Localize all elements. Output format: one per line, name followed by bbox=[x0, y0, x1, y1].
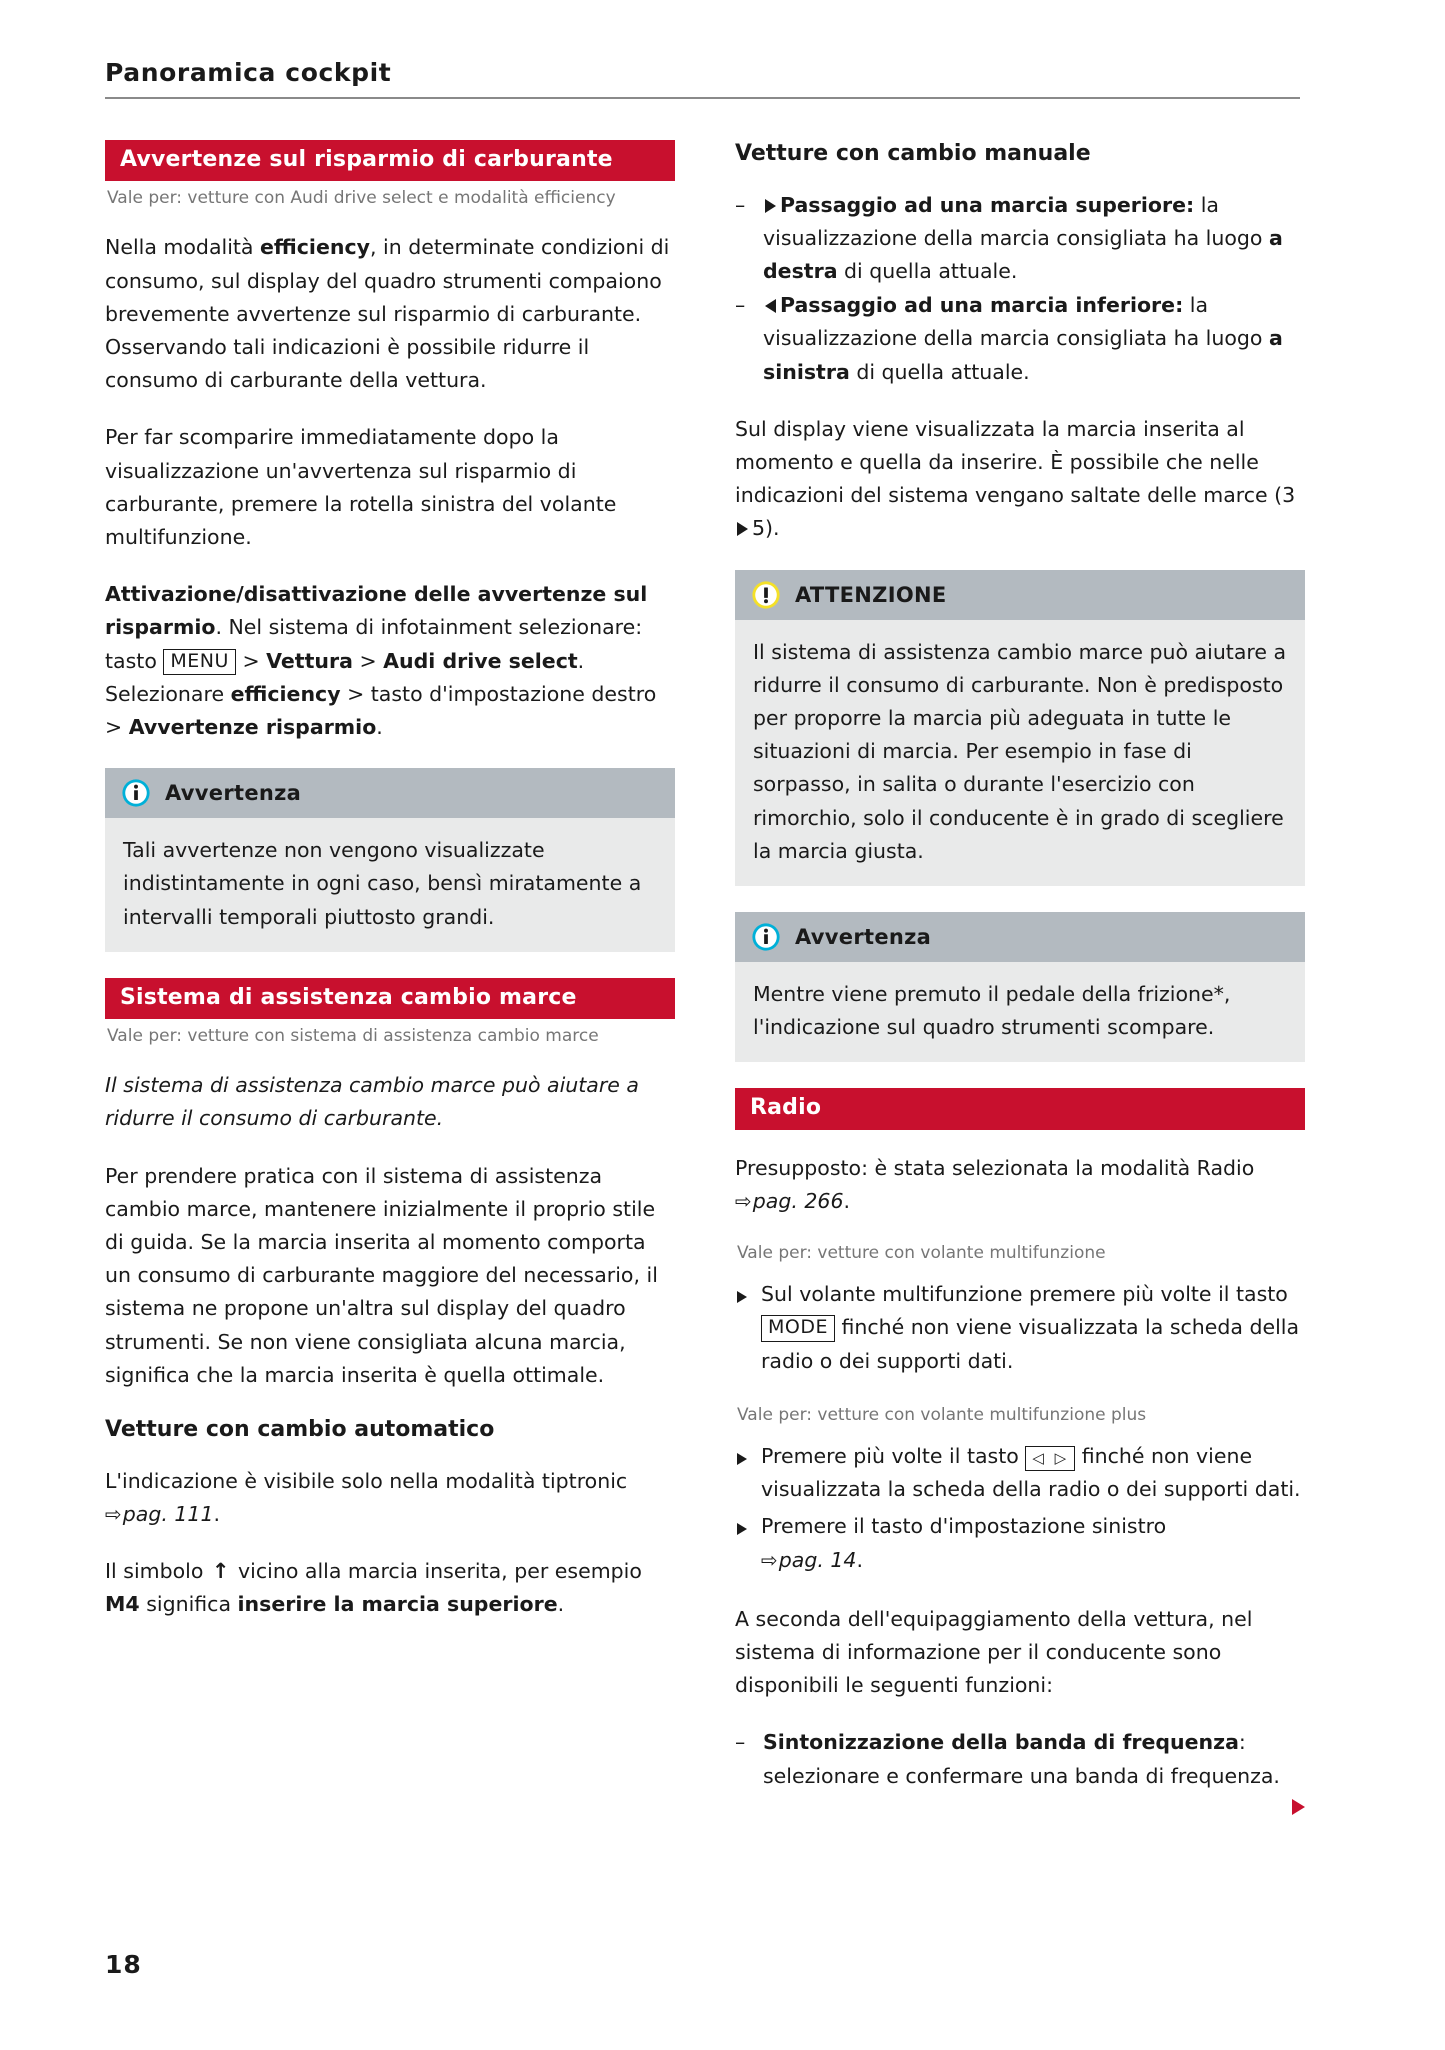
reference-arrow-icon: ⇨ bbox=[761, 1547, 778, 1572]
applies-to-fuel-saving: Vale per: vetture con Audi drive select e modalità efficiency bbox=[107, 188, 616, 209]
bold-vettura: Vettura bbox=[266, 648, 353, 673]
bold-efficiency: efficiency bbox=[260, 235, 370, 260]
list-item-frequency-band bbox=[735, 1726, 1305, 1792]
section-heading-fuel-saving: Avvertenze sul risparmio di carburante bbox=[105, 140, 675, 181]
bold-m4: M4 bbox=[105, 1592, 140, 1617]
exclamation-circle-icon bbox=[751, 580, 781, 610]
continuation-triangle-icon bbox=[1292, 1799, 1305, 1815]
note-header bbox=[735, 912, 1305, 962]
note-text: Mentre viene premuto il pedale della frizione*, l'indicazione sul quadro strumenti scompare. bbox=[753, 982, 1231, 1040]
text-frag: . bbox=[376, 715, 383, 740]
warning-body bbox=[735, 620, 1305, 886]
text-frag: Sul volante multifunzione premere più volte il tasto bbox=[761, 1282, 1288, 1307]
note-title: Avvertenza bbox=[165, 781, 302, 806]
text-frag: la visualizzazione della marcia consigliata ha luogo bbox=[763, 192, 1269, 250]
info-circle-icon bbox=[121, 778, 151, 808]
left-right-arrow-key-button[interactable]: ◁ ▷ bbox=[1025, 1446, 1075, 1471]
header-divider bbox=[105, 97, 1300, 99]
text-frag: 5). bbox=[752, 516, 780, 541]
bold-efficiency-2: efficiency bbox=[230, 681, 341, 706]
bold-a-destra: a destra bbox=[763, 225, 1283, 283]
paragraph-gearshift-intro: Il sistema di assistenza cambio marce può aiutare a ridurre il consumo di carburante. bbox=[105, 1073, 639, 1131]
page-title: Panoramica cockpit bbox=[105, 58, 392, 87]
step-press-left-setting-button bbox=[735, 1510, 1305, 1576]
text-frag: Nella modalità bbox=[105, 235, 261, 260]
bold-audi-drive-select: Audi drive select bbox=[383, 648, 578, 673]
paragraph-available-functions: A seconda dell'equipaggiamento della vettura, nel sistema di informazione per il conducente sono disponibili le seguenti funzioni: bbox=[735, 1606, 1253, 1698]
text-frag: vicino alla marcia inserita, per esempio bbox=[231, 1559, 642, 1584]
step-press-arrow-key bbox=[735, 1440, 1305, 1506]
page-reference-266[interactable]: pag. 266 bbox=[752, 1188, 844, 1213]
text-frag: > tasto d'impostazione destro > bbox=[105, 681, 657, 740]
content-columns bbox=[105, 140, 1305, 1817]
subheading-manual-transmission: Vetture con cambio manuale bbox=[735, 141, 1091, 166]
paragraph-display-gear-info bbox=[735, 413, 1305, 546]
applies-to-mfsw-plus bbox=[737, 1404, 1305, 1426]
text-frag: . bbox=[843, 1188, 851, 1213]
triangle-right-icon-inline bbox=[737, 522, 748, 536]
step-press-mode bbox=[735, 1278, 1305, 1378]
text-frag: la visualizzazione della marcia consigliata ha luogo bbox=[763, 293, 1269, 351]
triangle-left-icon bbox=[765, 299, 776, 313]
warning-title: ATTENZIONE bbox=[795, 582, 947, 607]
text-frag: : selezionare e confermare una banda di frequenza. bbox=[763, 1730, 1280, 1788]
text-frag: Premere il tasto d'impostazione sinistro bbox=[761, 1514, 1167, 1539]
text-frag: di quella attuale. bbox=[837, 259, 1018, 283]
text-frag: , in determinate condizioni di consumo, sul display del quadro strumenti compaiono brevemente avvertenze sul risparmio di carburante. Osservando tali indicazioni è possibile ridurre il consumo di carburante della vettura. bbox=[105, 235, 670, 393]
bold-insert-higher-gear: inserire la marcia superiore bbox=[237, 1592, 558, 1617]
running-header bbox=[105, 58, 1300, 99]
warning-header bbox=[735, 570, 1305, 620]
warning-box-attenzione bbox=[735, 570, 1305, 886]
right-column bbox=[735, 140, 1305, 1817]
arrow-up-icon: ↑ bbox=[211, 1559, 230, 1584]
subheading-automatic-transmission: Vetture con cambio automatico bbox=[105, 1417, 495, 1443]
note-body bbox=[735, 962, 1305, 1062]
paragraph-gearshift-practice: Per prendere pratica con il sistema di assistenza cambio marce, mantenere inizialmente il proprio stile di guida. Se la marcia inserita al momento comporta un consumo di carburante maggiore del necessario, il sistema ne propone un'altra sul display del quadro strumenti. Se non viene consigliata alcuna marcia, significa che la marcia inserita è quella ottimale. bbox=[105, 1163, 658, 1387]
list-gear-change-directions bbox=[735, 189, 1305, 389]
text-frag: L'indicazione è visibile solo nella modalità tiptronic bbox=[105, 1468, 628, 1493]
applies-to-mfsw: Vale per: vetture con volante multifunzione bbox=[737, 1243, 1106, 1264]
note-box-avvertenza-left bbox=[105, 768, 675, 952]
list-radio-functions bbox=[735, 1726, 1305, 1792]
paragraph-dismiss-warning: Per far scomparire immediatamente dopo la visualizzazione un'avvertenza sul risparmio di carburante, premere la rotella sinistra del volante multifunzione. bbox=[105, 425, 617, 550]
bold-a-sinistra: a sinistra bbox=[763, 326, 1283, 384]
triangle-right-icon bbox=[765, 199, 776, 213]
note-text: Tali avvertenze non vengono visualizzate indistintamente in ogni caso, bensì miratamente a intervalli temporali piuttosto grandi. bbox=[123, 838, 642, 929]
page-number: 18 bbox=[105, 1950, 142, 1979]
list-item-downshift bbox=[735, 289, 1305, 389]
bold-avvertenze-risparmio: Avvertenze risparmio bbox=[128, 715, 377, 740]
bold-upshift-label: Passaggio ad una marcia superiore: bbox=[780, 192, 1195, 217]
reference-arrow-icon: ⇨ bbox=[105, 1501, 122, 1526]
bold-activate-label: Attivazione/disattivazione delle avvertenze sul risparmio bbox=[105, 582, 648, 640]
info-circle-icon bbox=[751, 922, 781, 952]
text-frag: . Selezionare bbox=[105, 648, 585, 706]
paragraph-efficiency-mode bbox=[105, 231, 675, 397]
page-reference-14-text[interactable]: pag. 14 bbox=[778, 1547, 857, 1572]
paragraph-radio-prerequisite bbox=[735, 1152, 1305, 1218]
warning-text: Il sistema di assistenza cambio marce può aiutare a ridurre il consumo di carburante. Non è predisposto per proporre la marcia più adeguata in tutte le situazioni di marcia. Per esempio in fase di sorpasso, in salita o durante l'esercizio con rimorchio, solo il conducente è in grado di scegliere la marcia giusta. bbox=[753, 639, 1287, 863]
note-body bbox=[105, 818, 675, 952]
text-frag: . Nel sistema di infotainment selezionare: tasto bbox=[105, 615, 643, 673]
page-reference-111[interactable]: pag. 111 bbox=[122, 1501, 214, 1526]
paragraph-upshift-symbol bbox=[105, 1555, 675, 1621]
text-frag: Il simbolo bbox=[105, 1559, 210, 1584]
section-heading-gearshift-assist: Sistema di assistenza cambio marce bbox=[105, 978, 675, 1019]
paragraph-tiptronic bbox=[105, 1465, 675, 1531]
mode-key-button[interactable]: MODE bbox=[761, 1315, 835, 1341]
text-frag: Sul display viene visualizzata la marcia inserita al momento e quella da inserire. È possibile che nelle indicazioni del sistema vengano saltate delle marce (3 bbox=[735, 416, 1296, 508]
text-frag: . bbox=[213, 1501, 221, 1526]
list-item-upshift bbox=[735, 189, 1305, 289]
menu-key-button[interactable]: MENU bbox=[163, 649, 236, 675]
note-header bbox=[105, 768, 675, 818]
text-frag: finché non viene visualizzata la scheda della radio o dei supporti dati. bbox=[761, 1443, 1301, 1502]
text-frag: di quella attuale. bbox=[849, 359, 1030, 384]
text-frag: > bbox=[235, 648, 267, 673]
bold-frequency-band-label: Sintonizzazione della banda di frequenza bbox=[763, 1730, 1239, 1755]
section-heading-radio: Radio bbox=[735, 1088, 1305, 1129]
reference-arrow-icon: ⇨ bbox=[735, 1188, 752, 1213]
text-frag: . bbox=[557, 1592, 565, 1617]
steps-mfsw bbox=[735, 1278, 1305, 1378]
text-frag: significa bbox=[139, 1592, 238, 1617]
paragraph-activate-deactivate bbox=[105, 578, 675, 744]
text-frag: finché non viene visualizzata la scheda della radio o dei supporti dati. bbox=[761, 1315, 1300, 1373]
text-frag: Premere più volte il tasto bbox=[761, 1443, 1026, 1468]
text-frag: Presupposto: è stata selezionata la modalità Radio bbox=[735, 1155, 1255, 1180]
bold-downshift-label: Passaggio ad una marcia inferiore: bbox=[780, 293, 1184, 318]
note-box-avvertenza-right bbox=[735, 912, 1305, 1062]
text-frag: > bbox=[352, 648, 384, 673]
applies-to-gearshift-assist: Vale per: vetture con sistema di assistenza cambio marce bbox=[107, 1026, 599, 1047]
note-title: Avvertenza bbox=[795, 925, 932, 950]
steps-mfsw-plus bbox=[735, 1440, 1305, 1577]
left-column bbox=[105, 140, 675, 1817]
applies-to-text: Vale per: vetture con volante multifunzione plus bbox=[737, 1404, 1147, 1425]
text-frag: . bbox=[856, 1547, 864, 1572]
